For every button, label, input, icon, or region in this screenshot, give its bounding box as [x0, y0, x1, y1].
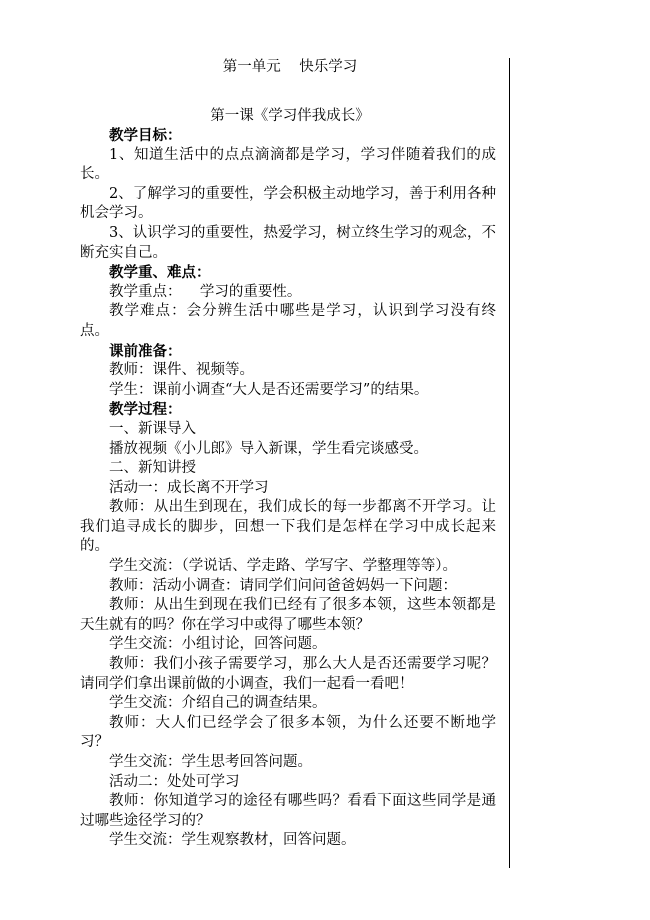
body-paragraph: 教师：我们小孩子需要学习，那么大人是否还需要学习呢？请同学们拿出课前做的小调查，我们一起看一看吧！: [80, 656, 496, 692]
body-paragraph: 1、知道生活中的点点滴滴都是学习，学习伴随着我们的成长。: [80, 146, 496, 183]
body-paragraph: 教师：你知道学习的途径有哪些吗？看看下面这些同学是通过哪些途径学习的？: [80, 793, 496, 829]
body-paragraph: 二、新知讲授: [109, 460, 196, 477]
body-paragraph: 学生交流：介绍自己的调查结果。: [109, 695, 327, 712]
body-paragraph: 教师：课件、视频等。: [109, 362, 254, 379]
body-paragraph: 学生：课前小调查“大人是否还需要学习”的结果。: [109, 381, 429, 398]
section-heading-key-points: 教学重、难点：: [109, 264, 211, 282]
body-paragraph: 学生交流：学生观察教材，回答问题。: [109, 832, 356, 849]
body-paragraph: 播放视频《小儿郎》导入新课，学生看完谈感受。: [109, 440, 428, 457]
body-paragraph: 教学难点：会分辨生活中哪些是学习，认识到学习没有终点。: [80, 303, 496, 339]
lesson-body: [80, 126, 496, 851]
body-paragraph: 学生交流：小组讨论，回答问题。: [109, 636, 327, 653]
body-paragraph: 3、认识学习的重要性，热爱学习，树立终生学习的观念，不断充实自己。: [80, 224, 496, 261]
body-paragraph: 活动二：处处可学习: [109, 773, 240, 790]
lesson-title: 第一课《学习伴我成长》: [210, 108, 370, 124]
body-paragraph: 教师：从出生到现在，我们成长的每一步都离不开学习。让我们追寻成长的脚步，回想一下我们是怎样在学习中成长起来的。: [80, 499, 496, 555]
body-paragraph: 教学重点： 学习的重要性。: [109, 283, 302, 300]
body-paragraph: 一、新课导入: [109, 420, 196, 437]
section-heading-process: 教学过程：: [109, 401, 182, 419]
body-paragraph: 教师：从出生到现在我们已经有了很多本领，这些本领都是天生就有的吗？你在学习中或得了哪些本领？: [80, 597, 496, 633]
section-heading-preparation: 课前准备：: [109, 342, 182, 360]
body-paragraph: 学生交流：（学说话、学走路、学写字、学整理等等）。: [109, 558, 457, 575]
section-heading-objectives: 教学目标：: [109, 127, 182, 144]
body-paragraph: 学生交流：学生思考回答问题。: [109, 754, 312, 770]
body-paragraph: 2、了解学习的重要性，学会积极主动地学习，善于利用各种机会学习。: [80, 185, 496, 222]
body-paragraph: 活动一：成长离不开学习: [109, 479, 269, 496]
body-paragraph: 教师：活动小调查：请同学们问问爸爸妈妈一下问题：: [109, 577, 457, 594]
body-paragraph: 教师：大人们已经学会了很多本领，为什么还要不断地学习？: [80, 714, 496, 751]
unit-title: 第一单元 快乐学习: [222, 59, 358, 75]
margin-line: [509, 58, 510, 868]
